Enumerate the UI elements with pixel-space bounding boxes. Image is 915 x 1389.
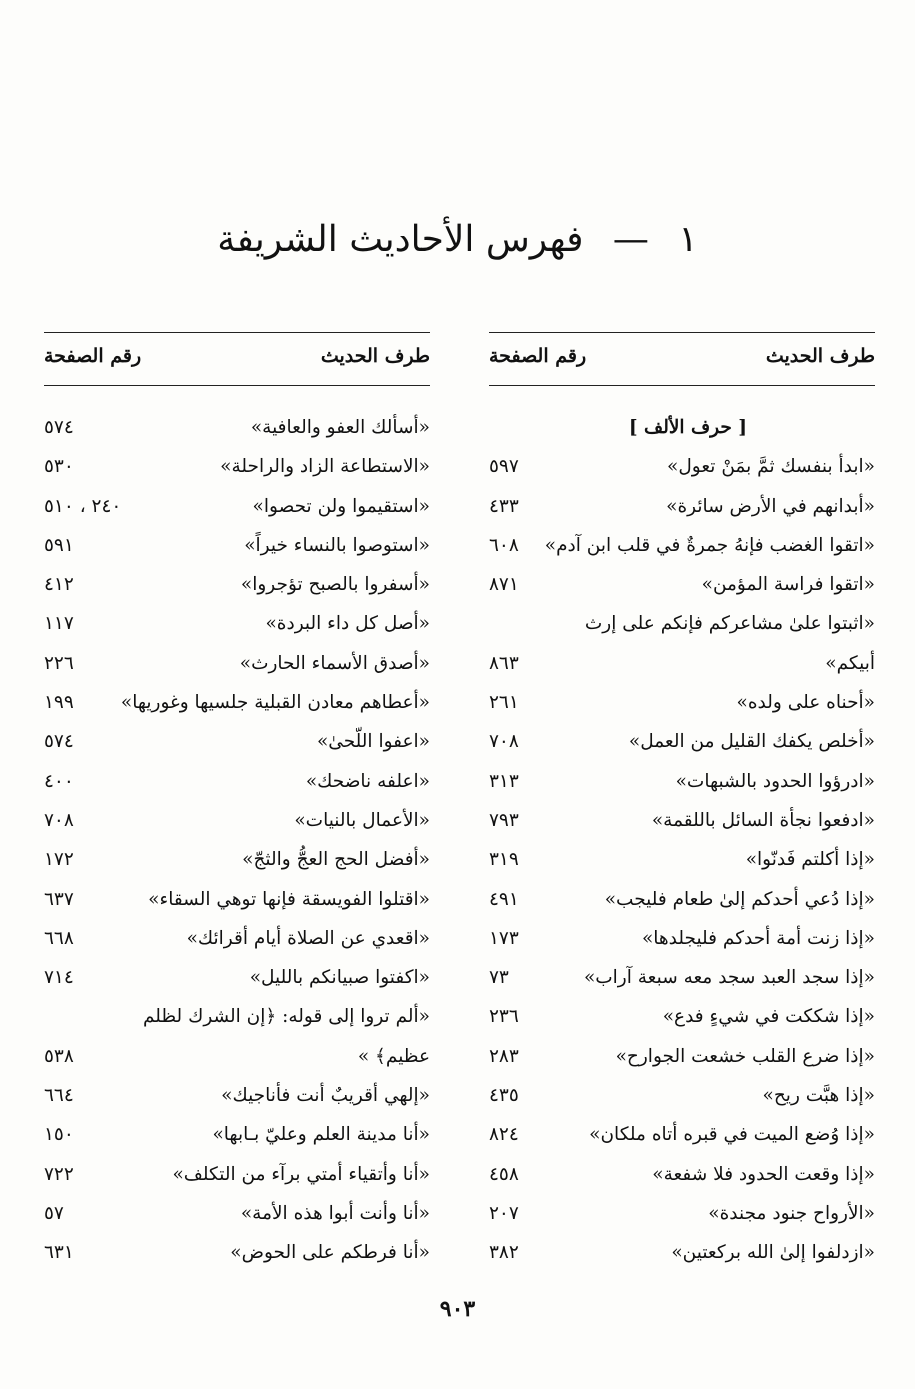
index-entry xyxy=(489,565,875,604)
index-entry xyxy=(44,683,430,722)
hadith-text: «أنا وأنت أبوا هذه الأمة» xyxy=(240,1202,430,1224)
column-header xyxy=(44,333,430,385)
index-entry xyxy=(44,526,430,565)
hadith-text: «أنا وأتقياء أمتي برآء من التكلف» xyxy=(172,1163,430,1185)
index-entry xyxy=(44,840,430,879)
page-ref: ٥٧٤ xyxy=(44,731,74,753)
page-ref: ٥٣٨ xyxy=(44,1045,74,1067)
index-column-right xyxy=(489,332,875,1273)
index-entry xyxy=(44,722,430,761)
hadith-text: «أسألك العفو والعافية» xyxy=(250,417,430,438)
hadith-text: أبيكم» xyxy=(825,652,875,674)
index-entry xyxy=(489,683,875,722)
title-text: فهرس الأحاديث الشريفة xyxy=(217,219,584,260)
hadith-text: «ادفعوا نجأة السائل باللقمة» xyxy=(651,809,875,831)
page-ref: ١١٧ xyxy=(44,613,74,635)
page-ref: ٤٣٣ xyxy=(489,495,519,517)
index-entry xyxy=(44,880,430,919)
page-ref: ٥٧٤ xyxy=(44,417,74,438)
page-ref: ٤١٢ xyxy=(44,574,74,596)
title-dash: — xyxy=(612,219,649,260)
index-entry xyxy=(489,487,875,526)
page-ref: ٢٣٦ xyxy=(489,1006,519,1028)
page-ref: ٤٥٨ xyxy=(489,1163,519,1185)
hadith-text: «اقتلوا الفويسقة فإنها توهي السقاء» xyxy=(148,888,430,910)
hadith-text: «اتقوا الغضب فإنهُ جمرةٌ في قلب ابن آدم» xyxy=(544,534,875,556)
page-ref: ٢٨٣ xyxy=(489,1045,519,1067)
hadith-text: «أنا مدينة العلم وعليّ بـابها» xyxy=(212,1124,430,1146)
hadith-text: «اكفتوا صبيانكم بالليل» xyxy=(249,967,430,989)
hadith-text: «أبدانهم في الأرض سائرة» xyxy=(666,495,875,517)
hadith-text: «اعفوا اللّحىٰ» xyxy=(316,731,430,753)
header-page: رقم الصفحة xyxy=(489,345,587,367)
hadith-text: «إلهي أقريبٌ أنت فأناجيك» xyxy=(221,1085,430,1107)
page-ref: ٤٣٥ xyxy=(489,1085,519,1107)
hadith-text: «الاستطاعة الزاد والراحلة» xyxy=(220,456,430,478)
page-ref: ٢٤٠ ، ٥١٠ xyxy=(44,495,122,517)
index-entry xyxy=(44,958,430,997)
page-ref: ١٧٢ xyxy=(44,849,74,871)
index-entry xyxy=(489,1155,875,1194)
index-entry xyxy=(489,722,875,761)
index-entry xyxy=(44,487,430,526)
index-entry xyxy=(489,762,875,801)
page-ref: ٧٠٨ xyxy=(44,809,74,831)
hadith-text: «إذا وقعت الحدود فلا شفعة» xyxy=(652,1163,875,1185)
page-ref: ٥٧ xyxy=(44,1202,64,1224)
page-ref: ٢٠٧ xyxy=(489,1202,519,1224)
hadith-text: «ألم تروا إلى قوله: ﴿إن الشرك لظلم xyxy=(142,1006,430,1028)
hadith-text: «أخلص يكفك القليل من العمل» xyxy=(628,731,875,753)
page-ref: ٧٠٨ xyxy=(489,731,519,753)
page-ref: ٧٩٣ xyxy=(489,809,519,831)
hadith-text: «استوصوا بالنساء خيراً» xyxy=(244,534,430,556)
page-ref: ٦٦٨ xyxy=(44,927,74,949)
page-ref: ٧٢٢ xyxy=(44,1163,74,1185)
page-ref: ٦٦٤ xyxy=(44,1085,74,1107)
hadith-text: «إذا ضرع القلب خشعت الجوارح» xyxy=(615,1045,875,1067)
index-column-left xyxy=(44,332,430,1273)
index-entry xyxy=(489,447,875,486)
header-hadith: طرف الحديث xyxy=(765,345,875,367)
section-heading xyxy=(489,408,875,447)
page-ref: ٦٠٨ xyxy=(489,534,519,556)
page-ref: ١٧٣ xyxy=(489,927,519,949)
page-ref: ٨٢٤ xyxy=(489,1124,519,1146)
page-ref: ٣٨٢ xyxy=(489,1242,519,1264)
hadith-text: «إذا هبَّت ريح» xyxy=(762,1085,875,1107)
page-ref: ٧١٤ xyxy=(44,967,74,989)
index-entry xyxy=(44,1194,430,1233)
index-entry xyxy=(44,997,430,1036)
header-hadith: طرف الحديث xyxy=(320,345,430,367)
page-ref: ٢٢٦ xyxy=(44,652,74,674)
page-ref: ٦٣٧ xyxy=(44,888,74,910)
hadith-text: «اتقوا فراسة المؤمن» xyxy=(701,574,875,596)
hadith-text: «إذا أكلتم فَدنّوا» xyxy=(745,849,875,871)
index-entry xyxy=(44,1076,430,1115)
page-ref: ٤٠٠ xyxy=(44,770,74,792)
index-entry xyxy=(44,1155,430,1194)
hadith-text: «أحناه على ولده» xyxy=(736,692,875,714)
index-entry xyxy=(489,801,875,840)
index-entry xyxy=(44,447,430,486)
index-entry xyxy=(44,1233,430,1272)
index-entry xyxy=(489,1233,875,1272)
page-ref: ١٩٩ xyxy=(44,692,74,714)
index-entry xyxy=(489,1194,875,1233)
hadith-text: «اعلفه ناضحك» xyxy=(305,770,430,792)
index-entry xyxy=(489,1037,875,1076)
hadith-text: «ابدأ بنفسك ثمَّ بمَنْ تعول» xyxy=(667,456,875,478)
hadith-text: «الأعمال بالنيات» xyxy=(294,809,430,831)
page-ref: ٥٩٧ xyxy=(489,456,519,478)
hadith-text: عظيم﴾ » xyxy=(357,1045,430,1067)
page-ref: ٦٣١ xyxy=(44,1242,74,1264)
hadith-text: «أنا فرطكم على الحوض» xyxy=(230,1242,430,1264)
page-ref: ٣١٣ xyxy=(489,770,519,792)
header-page: رقم الصفحة xyxy=(44,345,142,367)
index-entry xyxy=(489,880,875,919)
page-ref: ٨٦٣ xyxy=(489,652,519,674)
index-entry xyxy=(489,958,875,997)
page-ref: ٧٣ xyxy=(489,967,509,989)
header-rule xyxy=(44,385,430,386)
index-rows xyxy=(44,408,430,1273)
index-entry xyxy=(489,526,875,565)
index-entry xyxy=(489,604,875,643)
index-entry xyxy=(489,840,875,879)
page-number: ٩٠٣ xyxy=(439,1296,476,1322)
hadith-text: «اقعدي عن الصلاة أيام أقرائك» xyxy=(186,927,430,949)
hadith-text: «أعطاهم معادن القبلية جلسيها وغوريها» xyxy=(120,692,430,714)
page-ref: ٨٧١ xyxy=(489,574,519,596)
hadith-text: «أسفروا بالصبح تؤجروا» xyxy=(240,574,430,596)
hadith-text: «ادرؤوا الحدود بالشبهات» xyxy=(675,770,875,792)
hadith-text: «اثبتوا علىٰ مشاعركم فإنكم على إرث xyxy=(584,613,875,635)
page-ref: ٤٩١ xyxy=(489,888,519,910)
hadith-text: «أصدق الأسماء الحارث» xyxy=(239,652,430,674)
index-entry xyxy=(44,762,430,801)
index-rows xyxy=(489,408,875,1273)
hadith-text: «استقيموا ولن تحصوا» xyxy=(252,495,430,517)
index-entry xyxy=(489,997,875,1036)
index-entry xyxy=(44,1037,430,1076)
hadith-text: «إذا شككت في شيءٍ فدع» xyxy=(662,1006,875,1028)
hadith-text: «الأرواح جنود مجندة» xyxy=(708,1202,875,1224)
page-ref: ٢٦١ xyxy=(489,692,519,714)
hadith-text: «ازدلفوا إلىٰ الله بركعتين» xyxy=(671,1242,875,1264)
header-rule xyxy=(489,385,875,386)
index-entry xyxy=(489,644,875,683)
index-entry xyxy=(489,919,875,958)
hadith-text: «أفضل الحج العجُّ والثجّ» xyxy=(242,849,430,871)
page-ref: ٥٣٠ xyxy=(44,456,74,478)
index-entry xyxy=(489,1076,875,1115)
hadith-text: «إذا سجد العبد سجد معه سبعة آراب» xyxy=(583,967,875,989)
index-entry xyxy=(44,604,430,643)
hadith-text: [ حرف الألف ] xyxy=(628,417,747,438)
index-entry xyxy=(44,801,430,840)
hadith-text: «إذا زنت أمة أحدكم فليجلدها» xyxy=(641,927,875,949)
index-entry xyxy=(44,919,430,958)
page-ref: ٣١٩ xyxy=(489,849,519,871)
index-entry xyxy=(489,1115,875,1154)
index-entry xyxy=(44,1115,430,1154)
page-ref: ١٥٠ xyxy=(44,1124,74,1146)
section-number: ١ xyxy=(678,219,698,260)
page-ref: ٥٩١ xyxy=(44,534,74,556)
hadith-text: «إذا دُعي أحدكم إلىٰ طعام فليجب» xyxy=(604,888,875,910)
hadith-text: «إذا وُضع الميت في قبره أتاه ملكان» xyxy=(589,1124,875,1146)
index-entry xyxy=(44,565,430,604)
index-entry xyxy=(44,408,430,447)
page-title xyxy=(0,210,915,270)
column-header xyxy=(489,333,875,385)
index-entry xyxy=(44,644,430,683)
hadith-text: «أصل كل داء البردة» xyxy=(265,613,430,635)
